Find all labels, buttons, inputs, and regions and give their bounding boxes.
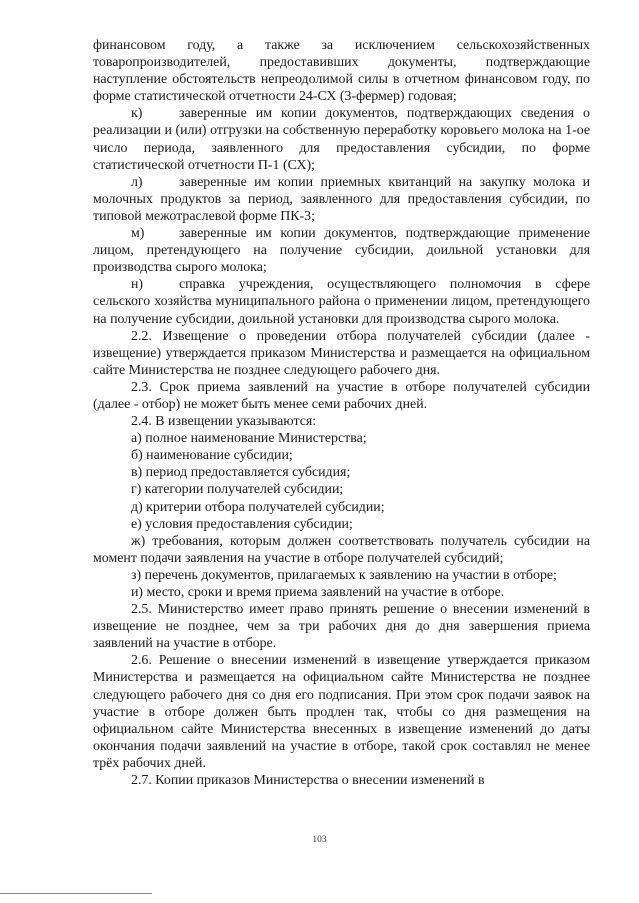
section-2-5 [93,601,590,652]
paragraph-text: д) критерии отбора получателей субсидии; [131,499,385,515]
list-item-v [93,464,590,481]
list-item-zh [93,533,590,567]
footer-rule [0,893,152,894]
list-item-label: к) [131,106,143,122]
paragraph-text: а) полное наименование Министерства; [131,431,367,447]
list-item-label: н) [131,277,144,293]
paragraph-text: заверенные им копии приемных квитанций на закупку молока и молочных продуктов за период, заявленного для предоставления субсидии, по типовой межотраслевой форме ПК-3; [93,174,590,224]
paragraph-text: г) категории получателей субсидии; [131,482,344,498]
list-item-m [93,225,590,276]
list-item-n [93,276,590,327]
list-item-l [93,174,590,225]
paragraph-text: з) перечень документов, прилагаемых к заявлению на участии в отборе; [131,567,557,583]
list-item-i [93,584,590,601]
section-2-4 [93,413,590,430]
paragraph-text: справка учреждения, осуществляющего полномочия в сфере сельского хозяйства муниципального района о применении лицом, претендующего на получение субсидии, доильной установки для производства сырого молока. [93,277,590,327]
paragraph-text: ж) требования, которым должен соответствовать получатель субсидии на момент подачи заявления на участие в отборе получателей субсидий; [93,533,590,566]
paragraph-text: 2.4. В извещении указываются: [131,414,317,430]
paragraph-text: е) условия предоставления субсидии; [131,516,353,532]
paragraph-text: 2.3. Срок приема заявлений на участие в отборе получателей субсидии (далее - отбор) не может быть менее семи рабочих дней. [93,379,590,412]
list-item-a [93,430,590,447]
paragraph-text: и) место, сроки и время приема заявлений на участие в отборе. [131,585,505,600]
section-2-6 [93,652,590,772]
paragraph-text: заверенные им копии документов, подтверждающие применение лицом, претендующего на получение субсидии, доильной установки для производства сырого молока; [93,226,590,276]
paragraph-text: 2.6. Решение о внесении изменений в извещение утверждается приказом Министерства и размещается на официальном сайте Министерства не позднее следующего рабочего дня со дня его подписания. При этом срок подачи заявок на участие в отборе должен быть продлен так, чтобы со дня размещения на официальном сайте Министерства внесенных в извещение изменений до даты окончания подачи заявлений на участие в отборе, такой срок составлял не менее трёх рабочих дней. [93,653,590,771]
list-item-d [93,499,590,516]
list-item-z [93,567,590,584]
list-item-b [93,447,590,464]
section-2-2 [93,328,590,379]
document-body [93,37,590,789]
list-item-g [93,481,590,498]
section-2-3 [93,379,590,413]
paragraph-text: заверенные им копии документов, подтверждающих сведения о реализации и (или) отгрузки на собственную переработку коровьего молока на 1-ое число периода, заявленного для предоставления субсидии, по форме статистической отчетности П-1 (СХ); [93,106,590,173]
list-item-e [93,516,590,533]
paragraph-text: финансовом году, а также за исключением сельскохозяйственных товаропроизводителей, предоставивших документы, подтверждающие наступление обстоятельств непреодолимой силы в отчетном финансовом году, по форме статистической отчетности 24-СХ (3-фермер) годовая; [93,38,590,105]
list-item-label: л) [131,174,143,190]
paragraph-text: 2.7. Копии приказов Министерства о внесении изменений в [131,773,485,789]
paragraph-text: б) наименование субсидии; [131,448,293,464]
section-2-7 [93,772,590,789]
list-item-label: м) [131,226,145,242]
paragraph-continuation [93,37,590,105]
list-item-k [93,105,590,173]
paragraph-text: в) период предоставляется субсидия; [131,465,351,481]
paragraph-text: 2.5. Министерство имеет право принять решение о внесении изменений в извещение не позднее, чем за три рабочих дня до дня завершения приема заявлений на участие в отборе. [93,602,590,652]
paragraph-text: 2.2. Извещение о проведении отбора получателей субсидии (далее - извещение) утверждается приказом Министерства и размещается на официальном сайте Министерства не позднее следующего рабочего дня. [93,328,590,378]
page-number: 103 [312,835,327,845]
